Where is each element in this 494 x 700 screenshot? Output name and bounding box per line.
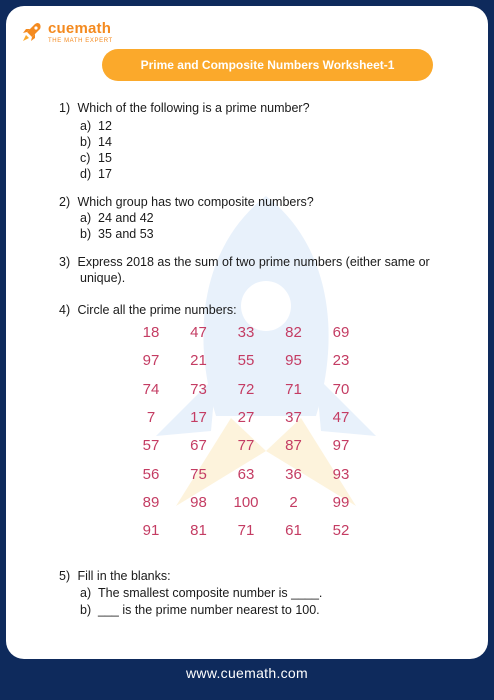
grid-number[interactable]: 89 [142, 493, 160, 511]
option-label: d) [80, 167, 92, 181]
grid-number[interactable]: 63 [237, 465, 255, 483]
question-3 [59, 254, 430, 270]
worksheet-sheet [6, 6, 488, 659]
grid-number[interactable]: 27 [237, 408, 255, 426]
grid-number[interactable]: 71 [237, 522, 255, 540]
option [80, 166, 112, 182]
question-number: 2) [59, 195, 71, 209]
question-number: 1) [59, 101, 71, 115]
question-text: Which of the following is a prime number? [77, 101, 310, 115]
grid-number[interactable]: 21 [190, 352, 207, 370]
question-number: 5) [59, 569, 71, 583]
rocket-logo-icon [20, 20, 44, 44]
question-number: 3) [59, 255, 71, 269]
grid-number[interactable]: 73 [190, 380, 207, 398]
option [80, 602, 320, 618]
option [80, 134, 112, 150]
option-label: b) [80, 227, 92, 241]
option-label: b) [80, 135, 92, 149]
question-5 [59, 568, 171, 584]
question-text: Express 2018 as the sum of two prime numbers (either same or [77, 255, 430, 269]
grid-number[interactable]: 82 [285, 324, 302, 341]
option-text: 15 [98, 151, 112, 165]
question-1 [59, 100, 310, 116]
grid-number[interactable]: 67 [190, 437, 207, 455]
option-label: c) [80, 151, 91, 165]
grid-number[interactable]: 98 [190, 493, 207, 511]
grid-number[interactable]: 56 [142, 465, 160, 483]
grid-number[interactable]: 97 [142, 352, 160, 370]
grid-number[interactable]: 81 [190, 522, 207, 540]
grid-number[interactable]: 17 [190, 408, 207, 426]
option-text: 17 [98, 167, 112, 181]
option-text: The smallest composite number is ____. [98, 586, 323, 600]
grid-number[interactable]: 47 [332, 408, 350, 426]
brand-name: cuemath [48, 19, 112, 37]
option [80, 585, 322, 601]
option-label: b) [80, 603, 92, 617]
option [80, 226, 154, 242]
grid-number[interactable]: 70 [332, 380, 350, 398]
worksheet-title: Prime and Composite Numbers Worksheet-1 [102, 49, 433, 81]
option-text: 12 [98, 119, 112, 133]
grid-number[interactable]: 77 [237, 437, 255, 455]
question-number: 4) [59, 303, 71, 317]
grid-number[interactable]: 95 [285, 352, 302, 370]
grid-number[interactable]: 61 [285, 522, 302, 540]
grid-number[interactable]: 99 [332, 493, 350, 511]
question-3-continued: unique). [80, 271, 126, 285]
grid-number[interactable]: 23 [332, 352, 350, 370]
grid-number[interactable]: 7 [146, 408, 156, 426]
grid-number[interactable]: 91 [142, 522, 160, 540]
grid-number[interactable]: 55 [237, 352, 255, 370]
grid-number[interactable]: 71 [285, 380, 302, 398]
option [80, 118, 112, 134]
question-4 [59, 302, 237, 318]
grid-number[interactable]: 75 [190, 465, 207, 483]
question-text: Circle all the prime numbers: [77, 303, 237, 317]
grid-number[interactable]: 74 [142, 380, 160, 398]
question-2 [59, 194, 314, 210]
grid-number[interactable]: 47 [190, 324, 207, 341]
option [80, 210, 154, 226]
grid-number[interactable]: 33 [237, 324, 255, 341]
grid-number[interactable]: 18 [142, 324, 160, 341]
grid-number[interactable]: 97 [332, 437, 350, 455]
question-text: Which group has two composite numbers? [77, 195, 314, 209]
grid-number[interactable]: 57 [142, 437, 160, 455]
brand-tagline: THE MATH EXPERT [48, 37, 113, 44]
option-label: a) [80, 586, 92, 600]
grid-number[interactable]: 100 [233, 493, 259, 511]
grid-number[interactable]: 37 [285, 408, 302, 426]
option-text: 14 [98, 135, 112, 149]
option-text: ___ is the prime number nearest to 100. [98, 603, 320, 617]
option-text: 35 and 53 [98, 227, 154, 241]
grid-number[interactable]: 93 [332, 465, 350, 483]
grid-number[interactable]: 69 [332, 324, 350, 341]
grid-number[interactable]: 2 [289, 493, 298, 511]
grid-number[interactable]: 52 [332, 522, 350, 540]
footer-url[interactable]: www.cuemath.com [186, 665, 308, 681]
option-label: a) [80, 119, 92, 133]
option [80, 150, 112, 166]
option-label: a) [80, 211, 92, 225]
grid-number[interactable]: 72 [237, 380, 255, 398]
cuemath-logo [20, 20, 113, 44]
grid-number[interactable]: 87 [285, 437, 302, 455]
grid-number[interactable]: 36 [285, 465, 302, 483]
question-text: Fill in the blanks: [77, 569, 171, 583]
option-text: 24 and 42 [98, 211, 154, 225]
